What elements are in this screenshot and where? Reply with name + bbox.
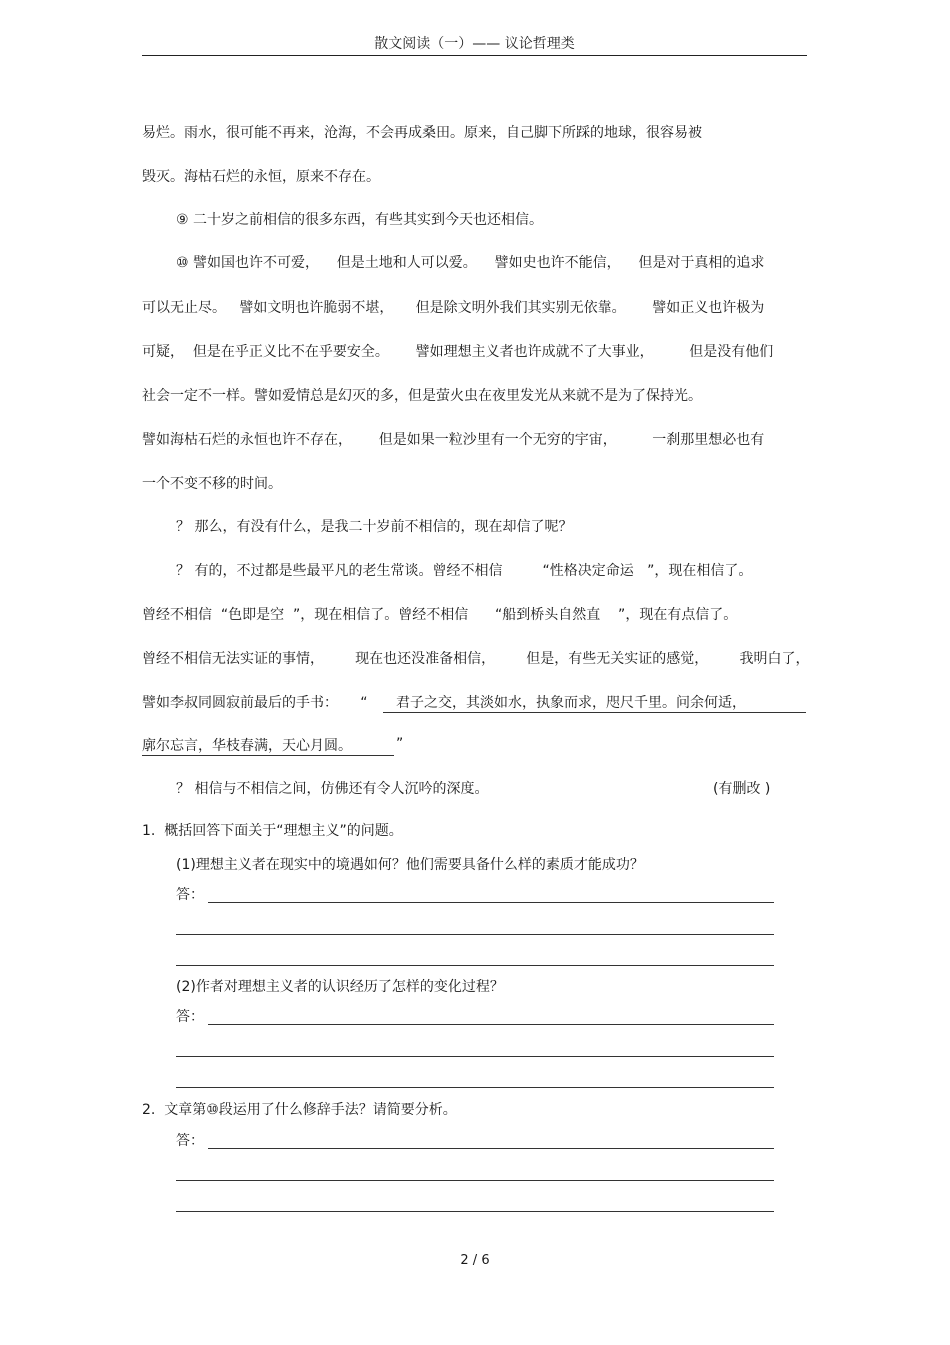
paragraph-11: ？ 那么，有没有什么，是我二十岁前不相信的，现在却信了呢？	[176, 519, 573, 535]
answer-line[interactable]	[208, 1024, 774, 1025]
paragraph-10: ⑩ 譬如国也许不可爱， 但是土地和人可以爱。 譬如史也许不能信， 但是对于真相的追求	[176, 255, 765, 271]
page-number: 2 / 6	[460, 1253, 490, 1268]
passage-line: 一个不变不移的时间。	[142, 476, 282, 492]
answer-line[interactable]	[176, 965, 774, 966]
passage-line: 譬如海枯石烂的永恒也许不存在， 但是如果一粒沙里有一个无穷的宇宙， 一刹那里想必也有	[142, 432, 765, 448]
answer-line[interactable]	[176, 1056, 774, 1057]
passage-line: 譬如李叔同圆寂前最后的手书： “	[142, 695, 368, 711]
question-1-label: 1. 概括回答下面关于“理想主义”的问题。	[142, 823, 403, 839]
quoted-calligraphy-text: 君子之交，其淡如水，执象而求，咫尺千里。问余何适，	[396, 695, 746, 711]
question-1-2: (2)作者对理想主义者的认识经历了怎样的变化过程？	[176, 979, 504, 995]
question-1-1: (1)理想主义者在现实中的境遇如何？他们需要具备什么样的素质才能成功？	[176, 857, 644, 873]
answer-line[interactable]	[176, 934, 774, 935]
passage-line: 毁灭。海枯石烂的永恒，原来不存在。	[142, 169, 380, 185]
passage-line: 曾经不相信 “色即是空 ”，现在相信了。曾经不相信 “船到桥头自然直 ”，现在有点信了。	[142, 607, 738, 623]
answer-line[interactable]	[208, 1148, 774, 1149]
paragraph-13: ？ 相信与不相信之间，仿佛还有令人沉吟的深度。	[176, 781, 489, 797]
quote-underline	[383, 712, 806, 713]
passage-line: 可疑， 但是在乎正义比不在乎要安全。 譬如理想主义者也许成就不了大事业， 但是没有他们	[142, 344, 774, 360]
answer-label: 答：	[176, 1009, 204, 1025]
edit-note: (有删改 )	[713, 781, 771, 797]
passage-line: 社会一定不一样。譬如爱情总是幻灭的多，但是萤火虫在夜里发光从来就不是为了保持光。	[142, 388, 702, 404]
quoted-calligraphy-text: 廓尔忘言，华枝春满，天心月圆。	[142, 738, 352, 754]
answer-line[interactable]	[176, 1180, 774, 1181]
answer-label: 答：	[176, 887, 204, 903]
header-divider	[142, 55, 807, 56]
answer-label: 答：	[176, 1133, 204, 1149]
quote-underline	[142, 755, 394, 756]
passage-line: 可以无止尽。 譬如文明也许脆弱不堪， 但是除文明外我们其实别无依靠。 譬如正义也许极为	[142, 300, 765, 316]
answer-line[interactable]	[176, 1087, 774, 1088]
answer-line[interactable]	[176, 1211, 774, 1212]
question-2-label: 2. 文章第⑩段运用了什么修辞手法？请简要分析。	[142, 1102, 457, 1118]
answer-line[interactable]	[208, 902, 774, 903]
paragraph-9: ⑨ 二十岁之前相信的很多东西，有些其实到今天也还相信。	[176, 212, 543, 228]
passage-line: 曾经不相信无法实证的事情， 现在也还没准备相信， 但是，有些无关实证的感觉， 我明白了，	[142, 651, 810, 667]
passage-line: 易烂。雨水，很可能不再来，沧海，不会再成桑田。原来，自己脚下所踩的地球，很容易被	[142, 125, 702, 141]
closing-quote: ”	[396, 736, 404, 752]
paragraph-12: ？ 有的，不过都是些最平凡的老生常谈。曾经不相信 “性格决定命运 ”，现在相信了。	[176, 563, 753, 579]
page-header-title: 散文阅读（一）—— 议论哲理类	[374, 36, 575, 52]
